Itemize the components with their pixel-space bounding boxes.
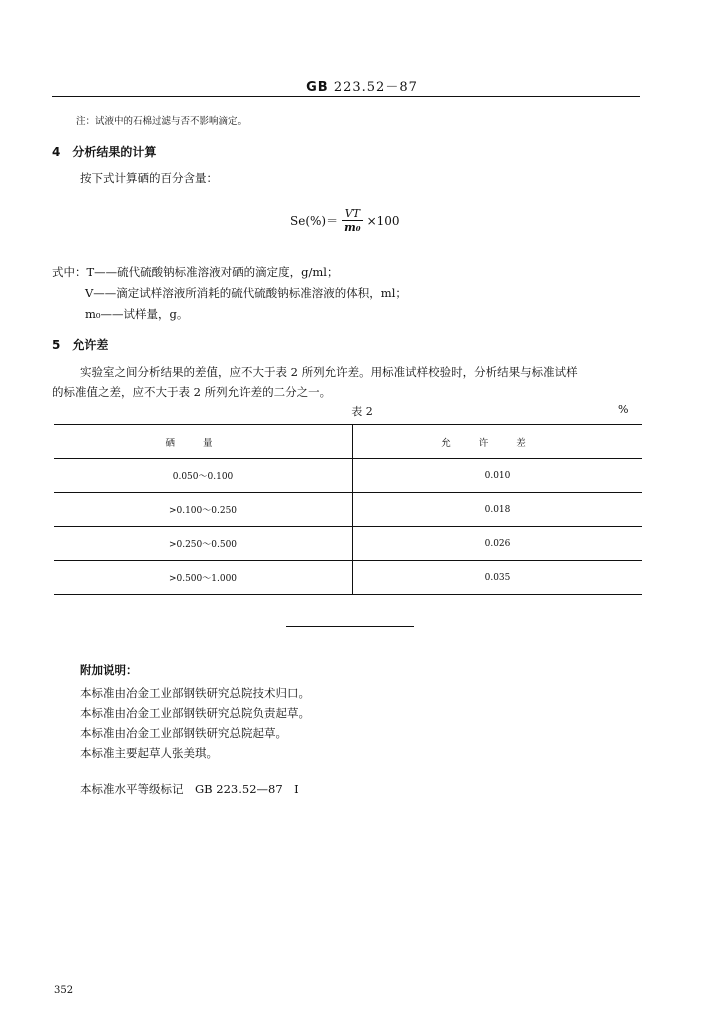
appendix-line: 本标准由冶金工业部钢铁研究总院负责起草。: [80, 706, 310, 720]
table-header-row: [54, 425, 642, 459]
header-selenium-amount: 硒量: [54, 425, 353, 459]
section-4-heading: 4 分析结果的计算: [52, 145, 157, 159]
page-number: 352: [54, 985, 74, 996]
formula-lhs: Se(%)＝: [290, 214, 339, 228]
appendix-line: 本标准由冶金工业部钢铁研究总院技术归口。: [80, 686, 310, 700]
formula-numerator: VT: [342, 207, 363, 221]
table-row: [54, 459, 642, 493]
appendix-line: 本标准由冶金工业部钢铁研究总院起草。: [80, 726, 287, 740]
appendix-line: 本标准主要起草人张美琪。: [80, 746, 218, 760]
appendix-heading: 附加说明：: [80, 663, 138, 677]
formula-fraction: [341, 207, 363, 234]
table-unit: %: [618, 403, 629, 416]
table-caption: 表 2: [351, 405, 373, 418]
section-5-paragraph-line1: 实验室之间分析结果的差值，应不大于表 2 所列允许差。用标准试样校验时，分析结果与标准试样: [80, 365, 578, 379]
definition-v: V——滴定试样溶液所消耗的硫代硫酸钠标准溶液的体积，ml；: [85, 286, 407, 300]
cell-range: >0.500～1.000: [54, 561, 353, 595]
table-row: [54, 527, 642, 561]
table-row: [54, 493, 642, 527]
standard-prefix: GB: [306, 80, 329, 95]
page-header: [0, 76, 724, 95]
end-rule: [286, 626, 414, 627]
definition-t: 式中：T——硫代硫酸钠标准溶液对硒的滴定度，g/ml；: [52, 265, 339, 279]
section-5-paragraph-line2: 的标准值之差，应不大于表 2 所列允许差的二分之一。: [52, 385, 332, 399]
table-row: [54, 561, 642, 595]
cell-range: 0.050～0.100: [54, 459, 353, 493]
cell-tolerance: 0.018: [484, 504, 511, 515]
cell-tolerance: 0.035: [484, 572, 511, 583]
cell-range: >0.250～0.500: [54, 527, 353, 561]
level-mark: 本标准水平等级标记 GB 223.52—87 I: [80, 782, 299, 796]
section-5-heading: 5 允许差: [52, 338, 109, 352]
standard-code: 223.52－87: [333, 80, 418, 95]
formula-rhs: ×100: [366, 213, 400, 228]
header-tolerance: 允许差: [441, 437, 554, 449]
definition-m0: m₀——试样量，g。: [85, 307, 189, 321]
formula-denominator: m₀: [344, 221, 361, 234]
formula: [290, 207, 400, 234]
tolerance-table: [54, 424, 642, 595]
cell-tolerance: 0.010: [484, 470, 511, 481]
cell-tolerance: 0.026: [484, 538, 511, 549]
note: 注：试液中的石棉过滤与否不影响滴定。: [76, 116, 248, 127]
header-rule: [52, 96, 640, 97]
section-4-intro: 按下式计算硒的百分含量：: [80, 171, 218, 185]
cell-range: >0.100～0.250: [54, 493, 353, 527]
